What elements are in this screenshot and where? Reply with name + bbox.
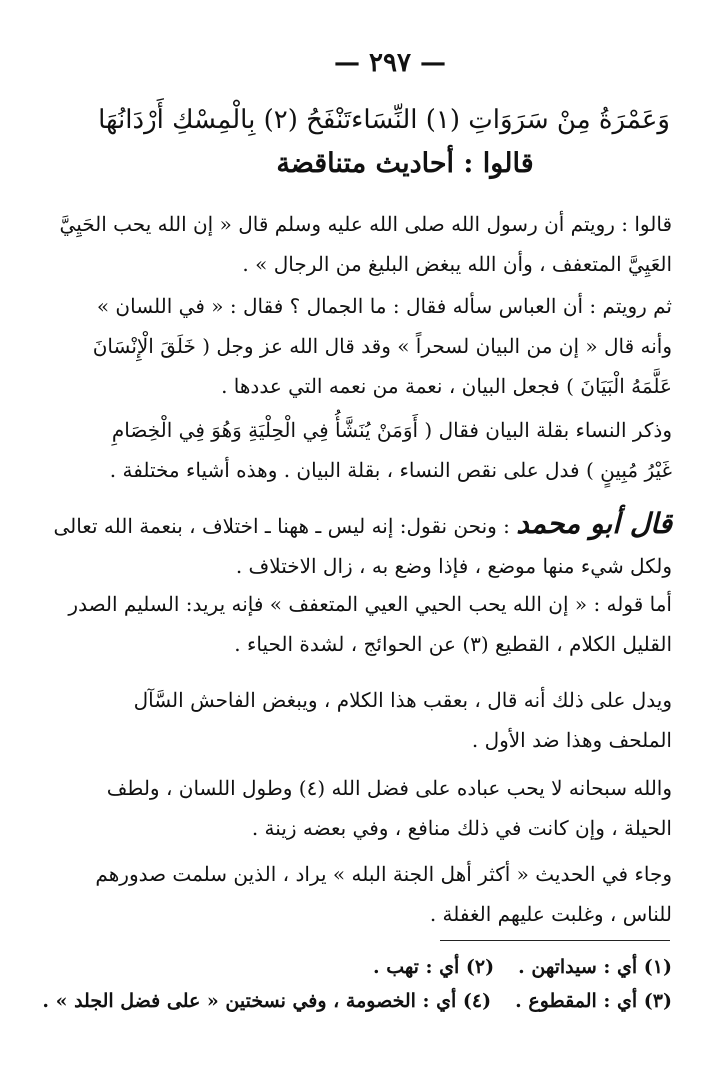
paragraph-line: والله سبحانه لا يحب عباده على فضل الله (٤) وطول اللسان ، ولطف xyxy=(106,776,672,800)
footnote-1: (١) أي : سيداتهن . xyxy=(518,956,672,978)
paragraph-3 xyxy=(72,410,672,490)
paragraph-line: العَيِيَّ المتعفف ، وأن الله يبغض البليغ من الرجال » . xyxy=(242,252,672,276)
section-title: قالوا : أحاديث متناقضة xyxy=(276,148,534,179)
paragraph-8 xyxy=(72,854,672,934)
paragraph-2 xyxy=(72,286,672,406)
footnote-4: (٤) أي : الخصومة ، وفي نسختين « على فضل الجلد » . xyxy=(42,990,492,1012)
paragraph-line: القليل الكلام ، القطيع (٣) عن الحوائج ، لشدة الحياء . xyxy=(234,632,672,656)
paragraph-line: ويدل على ذلك أنه قال ، بعقب هذا الكلام ، ويبغض الفاحش السَّآل xyxy=(133,688,672,712)
speaker-name: قال أبو محمد xyxy=(516,507,672,540)
paragraph-4 xyxy=(53,504,672,586)
page-number: — ٢٩٧ — xyxy=(333,48,447,78)
paragraph-line: عَلَّمَهُ الْبَيَانَ ) فجعل البيان ، نعمة من نعمه التي عددها . xyxy=(221,374,672,398)
paragraph-line: ولكل شيء منها موضع ، فإذا وضع به ، زال الاختلاف . xyxy=(235,554,672,578)
verse-right-hemistich: وَعَمْرَةُ مِنْ سَرَوَاتِ (١) النِّسَا xyxy=(363,105,670,135)
footnotes xyxy=(32,950,672,1018)
paragraph-line: وجاء في الحديث « أكثر أهل الجنة البله » يراد ، الذين سلمت صدورهم xyxy=(95,862,672,886)
paragraph-line: الحيلة ، وإن كانت في ذلك منافع ، وفي بعضه زينة . xyxy=(251,816,672,840)
paragraph-line: قالوا : رويتم أن رسول الله صلى الله عليه وسلم قال « إن الله يحب الحَيِيَّ xyxy=(59,212,672,236)
paragraph-7 xyxy=(72,768,672,848)
footnote-line xyxy=(32,984,672,1018)
paragraph-line: للناس ، وغلبت عليهم الغفلة . xyxy=(429,902,672,926)
paragraph-line: وأنه قال « إن من البيان لسحراً » وقد قال الله عز وجل ( خَلَقَ الْإِنْسَانَ xyxy=(92,334,672,358)
paragraph-line: وذكر النساء بقلة البيان فقال ( أَوَمَنْ يُنَشَّأُ فِي الْحِلْيَةِ وَهُوَ فِي الْخِصَامِ xyxy=(111,418,672,442)
footnote-3: (٣) أي : المقطوع . xyxy=(515,990,672,1012)
poetry-verse xyxy=(98,96,670,144)
paragraph-line: أما قوله : « إن الله يحب الحيي العيي المتعفف » فإنه يريد: السليم الصدر xyxy=(68,592,672,616)
paragraph-line: غَيْرُ مُبِينٍ ) فدل على نقص النساء ، بقلة البيان . وهذه أشياء مختلفة . xyxy=(109,458,672,482)
verse-left-hemistich: تَنْفَحُ (٢) بِالْمِسْكِ أَرْدَانُهَا xyxy=(98,105,352,135)
footnote-line xyxy=(32,950,672,984)
paragraph-6 xyxy=(72,680,672,760)
paragraph-line: الملحف وهذا ضد الأول . xyxy=(471,728,672,752)
paragraph-line-text: : ونحن نقول: إنه ليس ـ ههنا ـ اختلاف ، بنعمة الله تعالى xyxy=(53,514,517,538)
footnote-divider xyxy=(440,940,670,941)
paragraph-line xyxy=(53,504,672,546)
paragraph-5 xyxy=(68,584,672,664)
verse-separator: ء xyxy=(351,105,364,135)
footnote-2: (٢) أي : تهب . xyxy=(372,956,495,978)
paragraph-line: ثم رويتم : أن العباس سأله فقال : ما الجمال ؟ فقال : « في اللسان » xyxy=(96,294,672,318)
paragraph-1 xyxy=(59,204,672,284)
